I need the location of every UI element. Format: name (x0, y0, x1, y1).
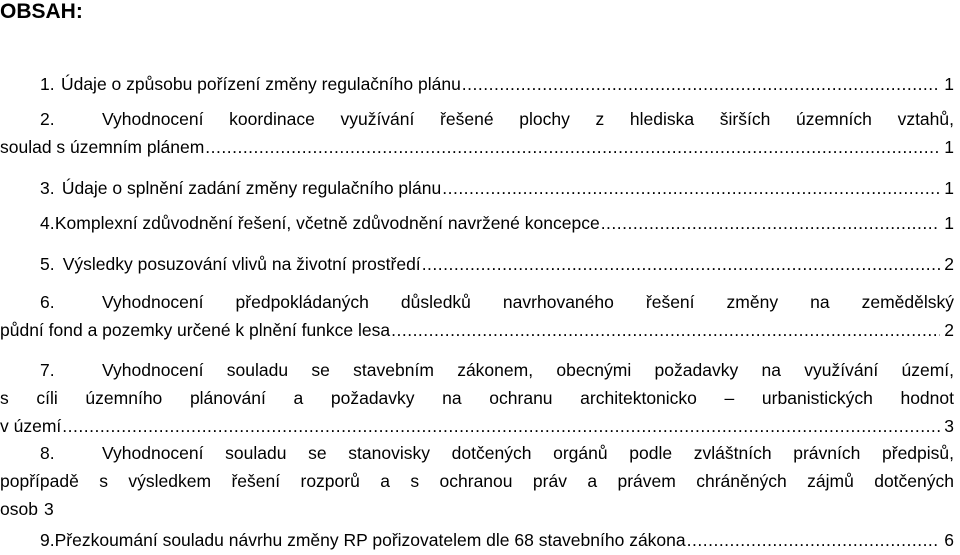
toc-entry-number: 4. (40, 213, 55, 233)
dot-leader (391, 316, 940, 344)
toc-entry-title-line-2: s cíli územního plánování a požadavky na ochranu architektonicko – urbanistických hodnot (0, 388, 954, 408)
toc-entry-1[interactable] (40, 70, 954, 98)
dot-leader (62, 412, 940, 440)
toc-entry-page: 1 (944, 74, 954, 94)
toc-entry-4[interactable] (40, 209, 954, 237)
toc-entry-title: Komplexní zdůvodnění řešení, včetně zdůvodnění navržené koncepce (54, 213, 600, 233)
toc-entry-2[interactable] (0, 105, 954, 161)
dot-leader (205, 133, 940, 161)
toc-entry-number: 7. (40, 360, 55, 380)
toc-entry-title: Výsledky posuzování vlivů na životní prostředí (62, 254, 421, 274)
toc-entry-title-line-2: půdní fond a pozemky určené k plnění funkce lesa (0, 320, 391, 340)
toc-entry-number: 3. (40, 178, 55, 198)
toc-entry-title-line-2: soulad s územním plánem (0, 137, 205, 157)
toc-entry-page: 2 (944, 254, 954, 274)
toc-entry-page: 1 (944, 178, 954, 198)
toc-entry-page: 6 (944, 530, 954, 550)
toc-entry-title: Údaje o způsobu pořízení změny regulačního plánu (60, 74, 461, 94)
toc-entry-page: 1 (944, 213, 954, 233)
toc-entry-page: 2 (944, 320, 954, 340)
toc-entry-title: Údaje o splnění zadání změny regulačního plánu (61, 178, 442, 198)
toc-entry-page: 1 (944, 137, 954, 157)
toc-entry-8[interactable] (0, 439, 954, 523)
dot-leader (442, 174, 940, 202)
toc-entry-page: 3 (43, 499, 54, 519)
dot-leader (422, 250, 941, 278)
dot-leader (462, 70, 940, 98)
dot-leader (601, 209, 941, 237)
toc-entry-title-line-3: osob (0, 499, 38, 519)
toc-entry-title: Přezkoumání souladu návrhu změny RP pořizovatelem dle 68 stavebního zákona (54, 530, 686, 550)
toc-entry-6[interactable] (0, 288, 954, 344)
dot-leader (687, 526, 941, 554)
toc-entry-7[interactable] (0, 356, 954, 440)
toc-entry-title-line-3: v území (0, 416, 62, 436)
toc-entry-number: 8. (40, 443, 55, 463)
toc-entry-page: 3 (944, 416, 954, 436)
toc-entry-3[interactable] (40, 174, 954, 202)
toc-entry-number: 1. (40, 74, 55, 94)
toc-entry-title-line-1: Vyhodnocení koordinace využívání řešené plochy z hlediska širších územních vztahů, (102, 109, 954, 129)
toc-entry-9[interactable] (40, 526, 954, 554)
toc-entry-title-line-1: Vyhodnocení souladu se stanovisky dotčených orgánů podle zvláštních právních předpisů, (102, 443, 954, 463)
toc-entry-title-line-1: Vyhodnocení předpokládaných důsledků navrhovaného řešení změny na zemědělský (102, 292, 954, 312)
toc-entry-number: 2. (40, 109, 55, 129)
toc-entry-number: 6. (40, 292, 55, 312)
toc-entry-title-line-1: Vyhodnocení souladu se stavebním zákonem, obecnými požadavky na využívání území, (102, 360, 954, 380)
toc-entry-5[interactable] (40, 250, 954, 278)
toc-entry-number: 9. (40, 530, 55, 550)
toc-entry-title-line-2: popřípadě s výsledkem řešení rozporů a s ochranou práv a právem chráněných zájmů dotčených (0, 471, 954, 491)
toc-entry-number: 5. (40, 254, 55, 274)
toc-heading: OBSAH: (0, 0, 83, 23)
